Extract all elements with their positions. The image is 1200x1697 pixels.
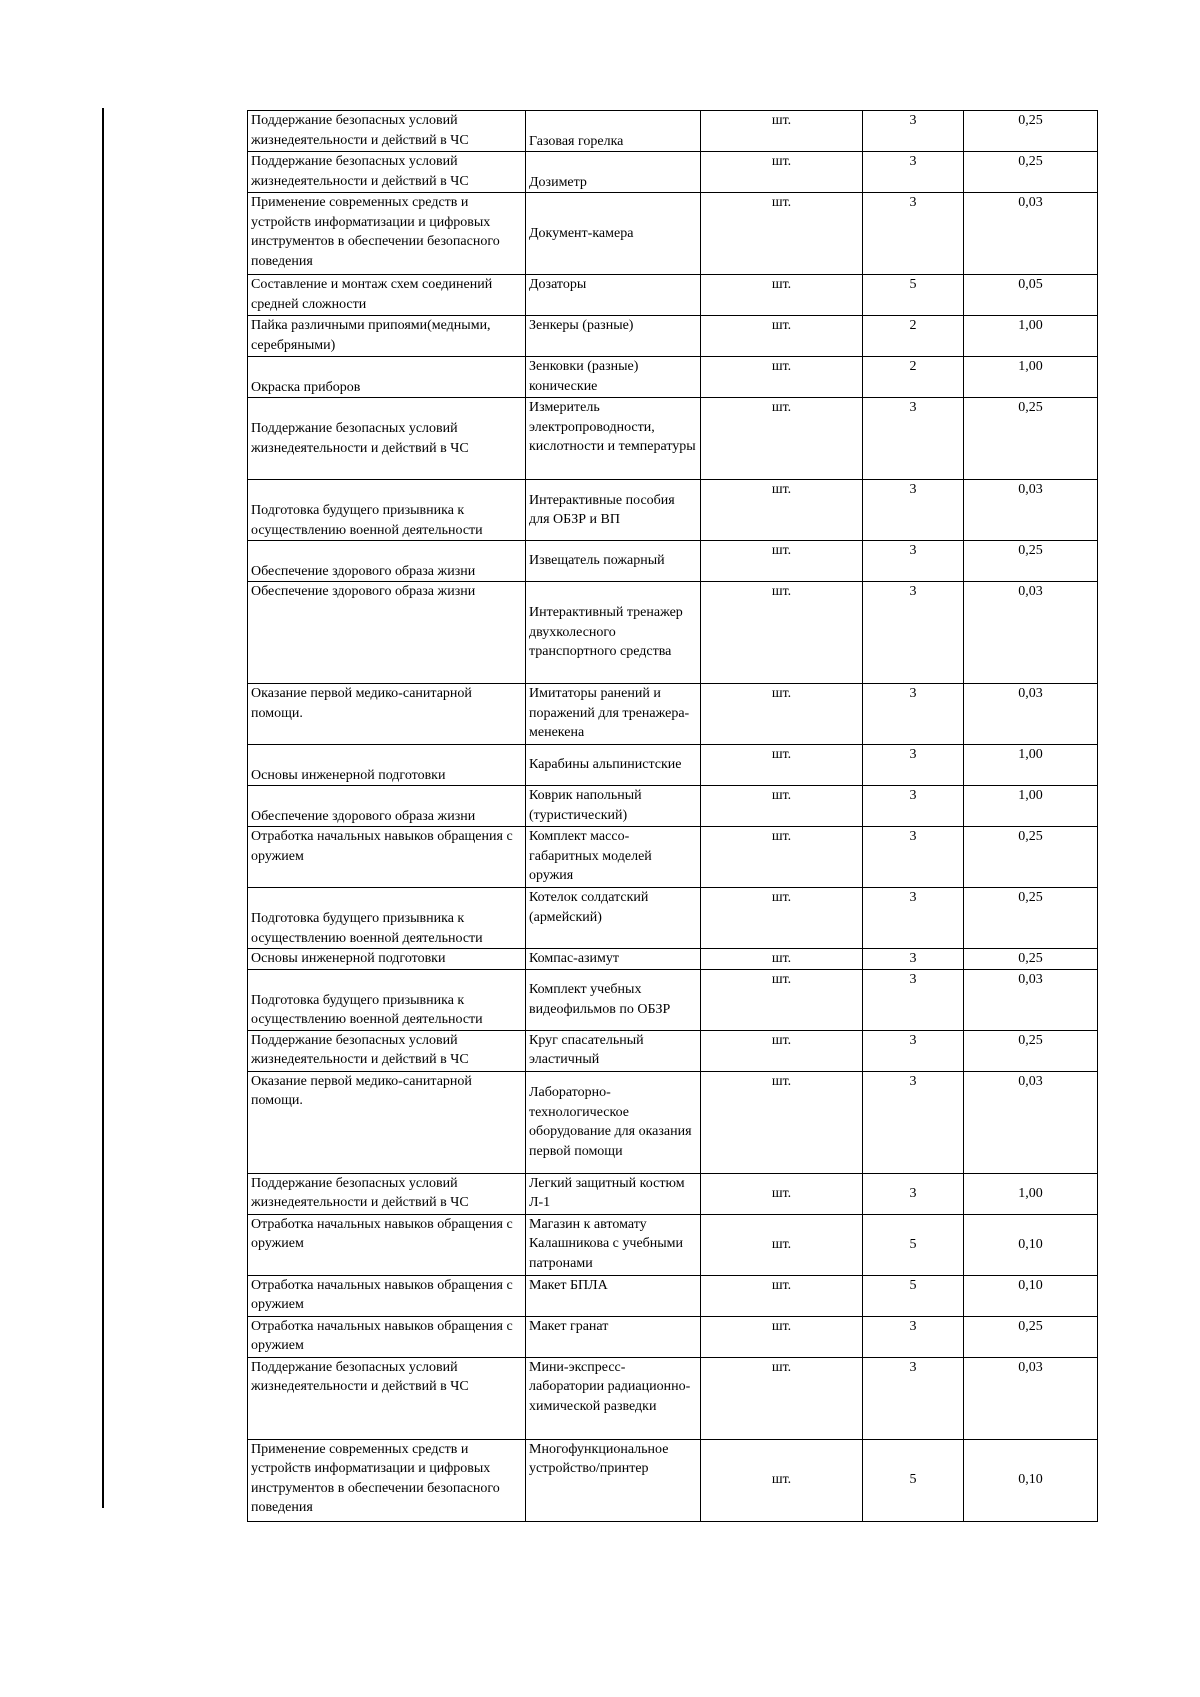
qty-cell: 2 — [863, 357, 964, 398]
ratio-cell: 1,00 — [964, 316, 1098, 357]
qty-cell: 3 — [863, 152, 964, 193]
ratio-cell: 0,03 — [964, 1357, 1098, 1439]
item-cell: Интерактивный тренажер двухколесного транспортного средства — [526, 582, 701, 684]
topic-cell: Составление и монтаж схем соединений средней сложности — [248, 275, 526, 316]
ratio-cell: 0,03 — [964, 582, 1098, 684]
topic-cell: Подготовка будущего призывника к осуществлению военной деятельности — [248, 888, 526, 949]
topic-cell: Поддержание безопасных условий жизнедеятельности и действий в ЧС — [248, 1357, 526, 1439]
ratio-cell: 0,10 — [964, 1214, 1098, 1275]
item-cell: Легкий защитный костюм Л-1 — [526, 1173, 701, 1214]
ratio-cell: 1,00 — [964, 1173, 1098, 1214]
ratio-cell: 0,25 — [964, 152, 1098, 193]
table-row — [248, 969, 1098, 1030]
unit-cell: шт. — [701, 316, 863, 357]
qty-cell: 3 — [863, 398, 964, 480]
qty-cell: 3 — [863, 480, 964, 541]
ratio-cell: 0,10 — [964, 1275, 1098, 1316]
topic-cell: Основы инженерной подготовки — [248, 949, 526, 970]
qty-cell: 3 — [863, 888, 964, 949]
table-row — [248, 1214, 1098, 1275]
topic-cell: Поддержание безопасных условий жизнедеятельности и действий в ЧС — [248, 111, 526, 152]
topic-cell: Подготовка будущего призывника к осуществлению военной деятельности — [248, 480, 526, 541]
item-cell: Интерактивные пособия для ОБЗР и ВП — [526, 480, 701, 541]
qty-cell: 3 — [863, 827, 964, 888]
qty-cell: 3 — [863, 1030, 964, 1071]
qty-cell: 3 — [863, 745, 964, 786]
qty-cell: 5 — [863, 1214, 964, 1275]
table-row — [248, 1357, 1098, 1439]
table-row — [248, 152, 1098, 193]
topic-cell: Поддержание безопасных условий жизнедеятельности и действий в ЧС — [248, 1030, 526, 1071]
topic-cell: Обеспечение здорового образа жизни — [248, 582, 526, 684]
table-row — [248, 684, 1098, 745]
item-cell: Компас-азимут — [526, 949, 701, 970]
topic-cell: Поддержание безопасных условий жизнедеятельности и действий в ЧС — [248, 152, 526, 193]
unit-cell: шт. — [701, 357, 863, 398]
unit-cell: шт. — [701, 1173, 863, 1214]
qty-cell: 5 — [863, 1439, 964, 1521]
qty-cell: 2 — [863, 316, 964, 357]
table-row — [248, 193, 1098, 275]
ratio-cell: 0,03 — [964, 1071, 1098, 1173]
table-row — [248, 541, 1098, 582]
unit-cell: шт. — [701, 111, 863, 152]
item-cell: Макет гранат — [526, 1316, 701, 1357]
item-cell: Котелок солдатский (армейский) — [526, 888, 701, 949]
table-row — [248, 1173, 1098, 1214]
qty-cell: 3 — [863, 1316, 964, 1357]
ratio-cell: 0,03 — [964, 193, 1098, 275]
table-row — [248, 786, 1098, 827]
qty-cell: 3 — [863, 1357, 964, 1439]
ratio-cell: 1,00 — [964, 745, 1098, 786]
item-cell: Газовая горелка — [526, 111, 701, 152]
table-row — [248, 357, 1098, 398]
item-cell: Зенковки (разные) конические — [526, 357, 701, 398]
topic-cell: Отработка начальных навыков обращения с оружием — [248, 1214, 526, 1275]
item-cell: Мини-экспресс-лаборатории радиационно-химической разведки — [526, 1357, 701, 1439]
ratio-cell: 0,25 — [964, 398, 1098, 480]
item-cell: Извещатель пожарный — [526, 541, 701, 582]
ratio-cell: 0,03 — [964, 684, 1098, 745]
unit-cell: шт. — [701, 275, 863, 316]
qty-cell: 3 — [863, 1173, 964, 1214]
item-cell: Имитаторы ранений и поражений для тренажера-менекена — [526, 684, 701, 745]
margin-line — [102, 108, 104, 1508]
unit-cell: шт. — [701, 1357, 863, 1439]
unit-cell: шт. — [701, 398, 863, 480]
item-cell: Зенкеры (разные) — [526, 316, 701, 357]
qty-cell: 3 — [863, 193, 964, 275]
unit-cell: шт. — [701, 684, 863, 745]
table-row — [248, 1030, 1098, 1071]
table-row — [248, 275, 1098, 316]
table-row — [248, 1439, 1098, 1521]
qty-cell: 3 — [863, 541, 964, 582]
table-row — [248, 480, 1098, 541]
item-cell: Магазин к автомату Калашникова с учебными патронами — [526, 1214, 701, 1275]
item-cell: Документ-камера — [526, 193, 701, 275]
table-row — [248, 949, 1098, 970]
table-row — [248, 1071, 1098, 1173]
ratio-cell: 0,25 — [964, 111, 1098, 152]
unit-cell: шт. — [701, 969, 863, 1030]
item-cell: Комплект учебных видеофильмов по ОБЗР — [526, 969, 701, 1030]
topic-cell: Оказание первой медико-санитарной помощи. — [248, 684, 526, 745]
topic-cell: Оказание первой медико-санитарной помощи. — [248, 1071, 526, 1173]
topic-cell: Поддержание безопасных условий жизнедеятельности и действий в ЧС — [248, 1173, 526, 1214]
unit-cell: шт. — [701, 1275, 863, 1316]
ratio-cell: 1,00 — [964, 357, 1098, 398]
unit-cell: шт. — [701, 888, 863, 949]
qty-cell: 3 — [863, 582, 964, 684]
item-cell: Многофункциональное устройство/принтер — [526, 1439, 701, 1521]
unit-cell: шт. — [701, 152, 863, 193]
ratio-cell: 0,25 — [964, 1030, 1098, 1071]
topic-cell: Отработка начальных навыков обращения с оружием — [248, 827, 526, 888]
qty-cell: 3 — [863, 949, 964, 970]
table-row — [248, 582, 1098, 684]
ratio-cell: 0,25 — [964, 949, 1098, 970]
item-cell: Лабораторно-технологическое оборудование для оказания первой помощи — [526, 1071, 701, 1173]
ratio-cell: 0,03 — [964, 480, 1098, 541]
topic-cell: Отработка начальных навыков обращения с оружием — [248, 1316, 526, 1357]
unit-cell: шт. — [701, 786, 863, 827]
topic-cell: Основы инженерной подготовки — [248, 745, 526, 786]
topic-cell: Отработка начальных навыков обращения с оружием — [248, 1275, 526, 1316]
unit-cell: шт. — [701, 827, 863, 888]
qty-cell: 3 — [863, 111, 964, 152]
unit-cell: шт. — [701, 1071, 863, 1173]
topic-cell: Окраска приборов — [248, 357, 526, 398]
unit-cell: шт. — [701, 480, 863, 541]
ratio-cell: 0,25 — [964, 541, 1098, 582]
topic-cell: Применение современных средств и устройств информатизации и цифровых инструментов в обеспечении безопасного поведения — [248, 1439, 526, 1521]
ratio-cell: 1,00 — [964, 786, 1098, 827]
ratio-cell: 0,10 — [964, 1439, 1098, 1521]
topic-cell: Обеспечение здорового образа жизни — [248, 541, 526, 582]
topic-cell: Обеспечение здорового образа жизни — [248, 786, 526, 827]
qty-cell: 3 — [863, 1071, 964, 1173]
ratio-cell: 0,03 — [964, 969, 1098, 1030]
topic-cell: Подготовка будущего призывника к осуществлению военной деятельности — [248, 969, 526, 1030]
ratio-cell: 0,05 — [964, 275, 1098, 316]
table-row — [248, 111, 1098, 152]
equipment-table — [247, 110, 1098, 1522]
item-cell: Комплект массо-габаритных моделей оружия — [526, 827, 701, 888]
unit-cell: шт. — [701, 1030, 863, 1071]
item-cell: Измеритель электропроводности, кислотности и температуры — [526, 398, 701, 480]
item-cell: Дозаторы — [526, 275, 701, 316]
qty-cell: 5 — [863, 1275, 964, 1316]
table-row — [248, 1275, 1098, 1316]
item-cell: Коврик напольный (туристический) — [526, 786, 701, 827]
unit-cell: шт. — [701, 1214, 863, 1275]
unit-cell: шт. — [701, 949, 863, 970]
unit-cell: шт. — [701, 541, 863, 582]
qty-cell: 3 — [863, 786, 964, 827]
table-row — [248, 888, 1098, 949]
ratio-cell: 0,25 — [964, 827, 1098, 888]
table-row — [248, 745, 1098, 786]
unit-cell: шт. — [701, 1316, 863, 1357]
item-cell: Дозиметр — [526, 152, 701, 193]
topic-cell: Пайка различными припоями(медными, серебряными) — [248, 316, 526, 357]
qty-cell: 5 — [863, 275, 964, 316]
unit-cell: шт. — [701, 1439, 863, 1521]
unit-cell: шт. — [701, 582, 863, 684]
unit-cell: шт. — [701, 193, 863, 275]
table-row — [248, 827, 1098, 888]
table-row — [248, 398, 1098, 480]
topic-cell: Поддержание безопасных условий жизнедеятельности и действий в ЧС — [248, 398, 526, 480]
item-cell: Карабины альпинистские — [526, 745, 701, 786]
qty-cell: 3 — [863, 969, 964, 1030]
table-row — [248, 316, 1098, 357]
unit-cell: шт. — [701, 745, 863, 786]
qty-cell: 3 — [863, 684, 964, 745]
item-cell: Макет БПЛА — [526, 1275, 701, 1316]
item-cell: Круг спасательный эластичный — [526, 1030, 701, 1071]
topic-cell: Применение современных средств и устройств информатизации и цифровых инструментов в обеспечении безопасного поведения — [248, 193, 526, 275]
ratio-cell: 0,25 — [964, 1316, 1098, 1357]
ratio-cell: 0,25 — [964, 888, 1098, 949]
table-row — [248, 1316, 1098, 1357]
